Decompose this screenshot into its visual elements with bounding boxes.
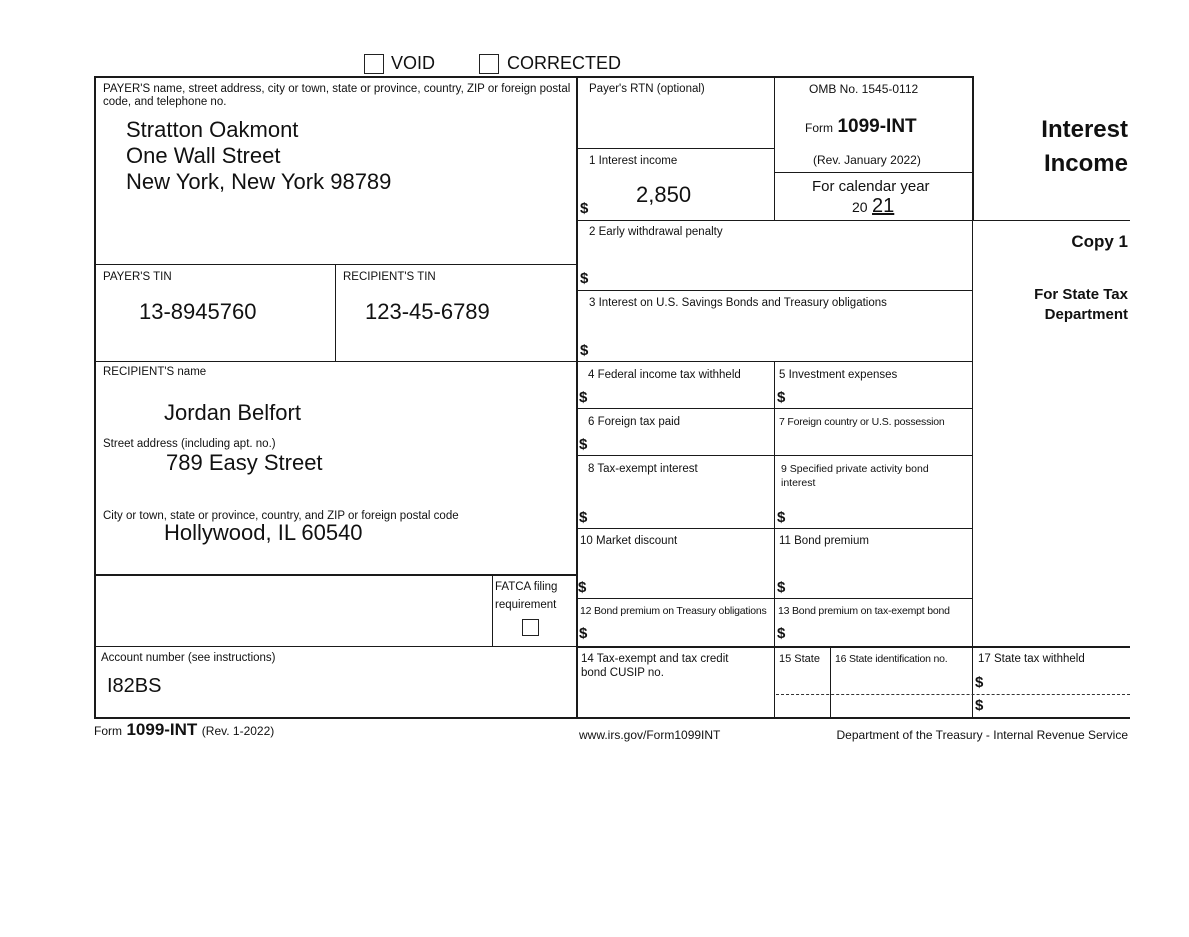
- void-label: VOID: [391, 53, 436, 73]
- payer-address-line2[interactable]: New York, New York 98789: [126, 169, 392, 194]
- omb-number: OMB No. 1545-0112: [809, 82, 919, 96]
- payer-tin-value[interactable]: 13-8945760: [139, 299, 257, 324]
- box16-label: 16 State identification no.: [835, 653, 948, 665]
- void-checkbox[interactable]: [364, 54, 384, 74]
- calendar-year[interactable]: [852, 195, 894, 218]
- payer-address-line1[interactable]: One Wall Street: [126, 143, 281, 168]
- box1-label: 1 Interest income: [589, 155, 678, 167]
- box8-label: 8 Tax-exempt interest: [588, 463, 698, 475]
- footer-url[interactable]: www.irs.gov/Form1099INT: [579, 728, 721, 742]
- payer-name[interactable]: Stratton Oakmont: [126, 117, 299, 142]
- box2-label: 2 Early withdrawal penalty: [589, 226, 723, 238]
- street-address-label: Street address (including apt. no.): [103, 438, 276, 450]
- account-number-value[interactable]: I82BS: [107, 675, 162, 697]
- payer-tin-label: PAYER'S TIN: [103, 271, 172, 283]
- box10-label: 10 Market discount: [580, 535, 678, 547]
- corrected-label: CORRECTED: [507, 53, 622, 73]
- footer-revision: (Rev. 1-2022): [201, 724, 275, 738]
- box13-label: 13 Bond premium on tax-exempt bond: [778, 605, 950, 617]
- box12-label: 12 Bond premium on Treasury obligations: [580, 605, 767, 617]
- box7-label: 7 Foreign country or U.S. possession: [779, 416, 945, 428]
- fatca-label-line1: FATCA filing: [495, 581, 558, 593]
- footer-department: Department of the Treasury - Internal Revenue Service: [836, 728, 1128, 742]
- form-prefix: Form: [805, 121, 833, 135]
- box4-label: 4 Federal income tax withheld: [588, 369, 741, 381]
- box11-dollar: $: [777, 579, 786, 596]
- fatca-checkbox[interactable]: [522, 619, 539, 636]
- fatca-label-line2: requirement: [495, 599, 557, 611]
- box12-dollar: $: [579, 625, 588, 642]
- box8-dollar: $: [579, 509, 588, 526]
- box1-dollar: $: [580, 200, 589, 217]
- box11-label: 11 Bond premium: [779, 535, 869, 547]
- form-revision: (Rev. January 2022): [813, 153, 921, 167]
- box15-label: 15 State: [779, 653, 820, 665]
- box2-dollar: $: [580, 270, 589, 287]
- form-name: 1099-INT: [837, 116, 917, 137]
- box4-dollar: $: [579, 389, 588, 406]
- box10-dollar: $: [578, 579, 587, 596]
- calendar-year-label: For calendar year: [812, 178, 930, 195]
- recipient-name-label: RECIPIENT'S name: [103, 366, 207, 378]
- box17-label: 17 State tax withheld: [978, 653, 1085, 665]
- corrected-checkbox[interactable]: [479, 54, 499, 74]
- payer-info-label: PAYER'S name, street address, city or town, state or province, country, ZIP or foreign postal code, and telephone no.: [103, 83, 571, 108]
- box6-dollar: $: [579, 436, 588, 453]
- box5-dollar: $: [777, 389, 786, 406]
- footer-form-name: 1099-INT: [126, 720, 198, 739]
- footer-form-prefix: Form: [94, 724, 122, 738]
- box17-dollar-1: $: [975, 674, 984, 691]
- city-label: City or town, state or province, country, and ZIP or foreign postal code: [103, 510, 459, 522]
- city-value[interactable]: Hollywood, IL 60540: [164, 520, 363, 545]
- box17-dollar-2: $: [975, 697, 984, 714]
- footer-form-title: [94, 720, 274, 740]
- recipient-name-value[interactable]: Jordan Belfort: [164, 400, 301, 425]
- form-title: [805, 116, 917, 138]
- side-title-line1: Interest: [1041, 116, 1128, 143]
- box6-label: 6 Foreign tax paid: [588, 416, 681, 428]
- box14-label: 14 Tax-exempt and tax credit bond CUSIP no.: [581, 653, 729, 679]
- account-number-label: Account number (see instructions): [101, 652, 276, 664]
- rtn-label: Payer's RTN (optional): [589, 83, 705, 95]
- side-title-line2: Income: [1043, 150, 1128, 177]
- box9-dollar: $: [777, 509, 786, 526]
- copy-label: Copy 1: [1071, 232, 1128, 251]
- box9-label: 9 Specified private activity bond interest: [781, 463, 929, 489]
- street-address-value[interactable]: 789 Easy Street: [166, 450, 323, 475]
- for-label-line2: Department: [1044, 306, 1128, 323]
- box3-label: 3 Interest on U.S. Savings Bonds and Treasury obligations: [589, 297, 887, 309]
- recipient-tin-label: RECIPIENT'S TIN: [343, 271, 436, 283]
- box13-dollar: $: [777, 625, 786, 642]
- year-suffix: 21: [872, 195, 895, 217]
- box3-dollar: $: [580, 342, 589, 359]
- for-label-line1: For State Tax: [1034, 286, 1128, 303]
- year-prefix: 20: [852, 199, 868, 215]
- box1-value[interactable]: 2,850: [636, 182, 692, 207]
- box5-label: 5 Investment expenses: [779, 369, 898, 381]
- recipient-tin-value[interactable]: 123-45-6789: [365, 299, 490, 324]
